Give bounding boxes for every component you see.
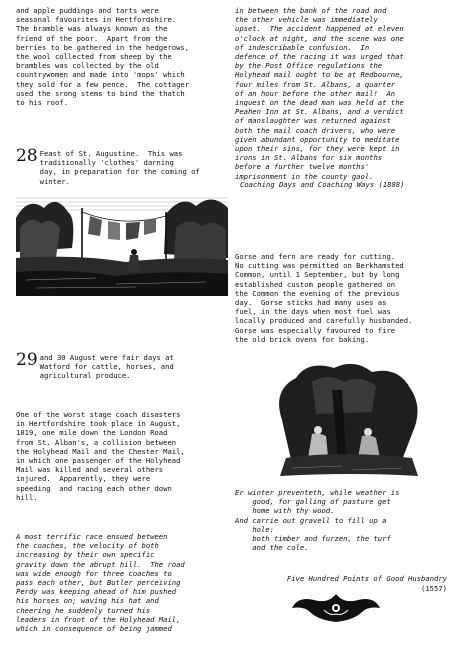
quote-source: Coaching Days and Coaching Ways (1888) (240, 180, 405, 189)
disaster-paragraph: One of the worst stage coach disasters in Hertfordshire took place in August, 1819, one mile down the London Road from St. Alban's, a collision between the Holyhead Mail and the Chester Mail, in which one passenger of the Holyhead Mail was killed and several others injured. Apparently, they were speeding and racing each other down hill. (16, 410, 185, 502)
day-number-28: 28 (16, 146, 38, 166)
gorse-paragraph: Gorse and fern are ready for cutting. No cutting was permitted on Berkhamsted Common, until 1 September, but by long established custom people gathered on the Common the evening of the previous day. Gorse sticks had many uses as fuel, in the days when most fuel was locally produced and carefully husbanded. Gorse was especially favoured to fire the old brick ovens for baking. (235, 252, 413, 344)
intro-paragraph: and apple puddings and tarts were seasonal favourites in Hertfordshire. The bramble was always known as the friend of the poor. Apart from the berries to be gathered in the hedgerows, the wool collected from sheep by the brambles was collected by the old countrywomen and made into 'mops' which they sold for a few pence. The cottager used the srong stems to bind the thatch to his roof. (16, 6, 190, 108)
day-number-29: 29 (16, 350, 38, 370)
laundry-line-engraving (16, 188, 228, 296)
day-28-entry (16, 148, 228, 186)
coach-race-quote-continued: in between the bank of the road and the other vehicle was immediately upset. The accident happened at eleven o'clock at night, and the scene was one of indescribable confusion. In defence of the racing it was urged that by the Post Office regulations the Holyhead mail ought to be at Redbourne, four miles from St. Albans, a quarter of an hour before the other mail! An inquest on the dead man was held at the Peahen Inn at St. Albans, and a verdict of manslaughter was returned against both the mail coach drivers, who were given abundant opportunity to meditate upon their sins, for they were kept in irons in St. Albans for six months before a further twelve months' imprisonment in the county gaol. (235, 6, 404, 181)
verse-year: (1557) (421, 584, 447, 593)
ornament (288, 590, 384, 626)
verse-source: Five Hundred Points of Good Husbandry (286, 574, 447, 583)
woodland-figures-engraving (272, 360, 422, 480)
husbandry-verse: Er winter preventeth, while weather is good, for galling of pasture get home with thy wood. And carrie out gravell to fill up a hole: both timber and furzen, the turf and the cole. (235, 488, 400, 553)
laundry-illustration (16, 188, 228, 296)
day-29-entry (16, 352, 228, 381)
day-29-text: and 30 August were fair days at Watford for cattle, horses, and agricultural produce. (39, 353, 174, 381)
day-28-text: Feast of St. Augustine. This was traditionally 'clothes' darning day, in preparation for the coming of winter. (39, 149, 200, 186)
woodland-illustration (272, 360, 422, 480)
coach-race-quote: A most terrific race ensued between the coaches, the velocity of both increasing by their own specific gravity down the abrupt hill. The road was wide enough for three coaches to pass each other, but Butler perceiving Perdy was keeping ahead of him pushed his horses on; waving his hat and cheering he suddenly turned his leaders in front of the Holyhead Mail, which in consequence of being jammed (16, 532, 185, 634)
fleuron-ornament (288, 590, 384, 626)
